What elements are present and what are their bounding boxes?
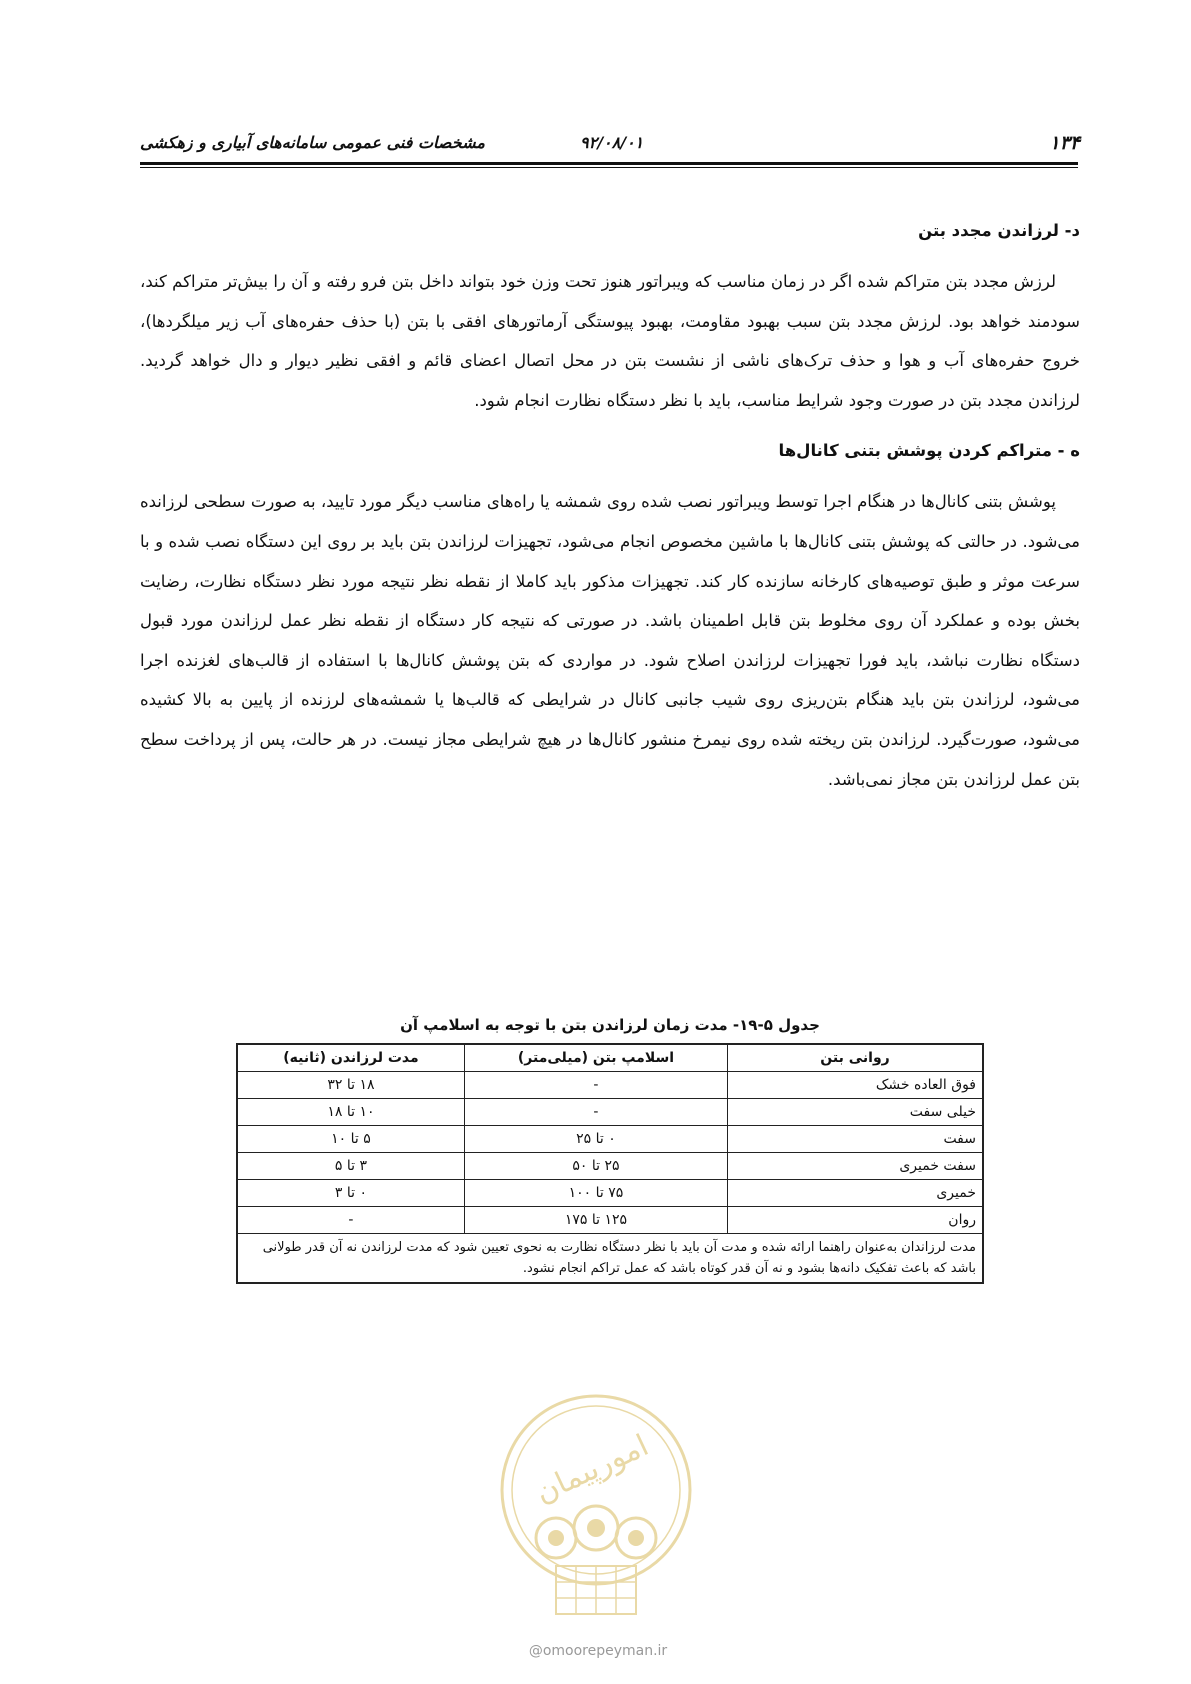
cell-duration: ۳ تا ۵ <box>237 1153 464 1180</box>
section-h-title: ه - متراکم کردن پوشش بتنی کانال‌ها <box>778 441 1080 461</box>
cell-duration: ۵ تا ۱۰ <box>237 1126 464 1153</box>
table-row <box>237 1180 983 1207</box>
table-row <box>237 1099 983 1126</box>
header-cell-consistency: روانی بتن <box>728 1044 984 1072</box>
section-d-title: د- لرزاندن مجدد بتن <box>918 221 1080 240</box>
cell-duration: - <box>237 1207 464 1234</box>
watermark-site: @omoorepeyman.ir <box>528 1643 668 1659</box>
cell-consistency: خمیری <box>728 1180 984 1207</box>
table-row <box>237 1207 983 1234</box>
header-rule-thin <box>140 167 1078 168</box>
cell-slump: ۰ تا ۲۵ <box>464 1126 727 1153</box>
table-row <box>237 1072 983 1099</box>
cell-consistency: سفت خمیری <box>728 1153 984 1180</box>
cell-slump: - <box>464 1072 727 1099</box>
header-title: مشخصات فنی عمومی سامانه‌های آبیاری و زهکشی <box>140 133 485 152</box>
page-number: ۱۳۴ <box>1049 132 1080 154</box>
header-date: ۹۲/۰۸/۰۱ <box>580 133 644 152</box>
table-header-row <box>237 1044 983 1072</box>
table-note-row <box>237 1234 983 1284</box>
cell-duration: ۰ تا ۳ <box>237 1180 464 1207</box>
cell-slump: ۱۲۵ تا ۱۷۵ <box>464 1207 727 1234</box>
cell-consistency: خیلی سفت <box>728 1099 984 1126</box>
cell-duration: ۱۰ تا ۱۸ <box>237 1099 464 1126</box>
vibration-time-table <box>236 1043 984 1284</box>
table-note: مدت لرزاندان به‌عنوان راهنما ارائه شده و مدت آن باید با نظر دستگاه نظارت به نحوی تعیین شود که مدت لرزاندن نه آن قدر طولانی باشد که باعث تفکیک دانه‌ها بشود و نه آن قدر کوتاه باشد که عمل تراکم انجام نشود. <box>237 1234 983 1284</box>
cell-slump: ۲۵ تا ۵۰ <box>464 1153 727 1180</box>
cell-consistency: فوق العاده خشک <box>728 1072 984 1099</box>
page-header <box>140 126 1080 166</box>
header-rule-thick <box>140 162 1078 165</box>
cell-consistency: سفت <box>728 1126 984 1153</box>
cell-slump: ۷۵ تا ۱۰۰ <box>464 1180 727 1207</box>
cell-slump: - <box>464 1099 727 1126</box>
table-row <box>237 1153 983 1180</box>
cell-duration: ۱۸ تا ۳۲ <box>237 1072 464 1099</box>
main-content <box>140 216 1080 799</box>
section-h-paragraph: پوشش بتنی کانال‌ها در هنگام اجرا توسط ویبراتور نصب شده روی شمشه یا راه‌های مناسب دیگر مورد تایید، به صورت سطحی لرزانده می‌شود. در حالتی که پوشش بتنی کانال‌ها با ماشین مخصوص انجام می‌شود، تجهیزات لرزاندن بتن باید بر روی این دستگاه نصب شده و با سرعت موثر و طبق توصیه‌های کارخانه سازنده کار کند. تجهیزات مذکور باید کاملا از نقطه نظر نتیجه مورد نظر دستگاه نظارت، رضایت بخش بوده و عملکرد آن روی مخلوط بتن قابل اطمینان باشد. در صورتی که نتیجه کار دستگاه از نقطه نظر عمل لرزاندن مورد قبول دستگاه نظارت نباشد، باید فورا تجهیزات لرزاندن اصلاح شود. در مواردی که بتن پوشش کانال‌ها با استفاده از قالب‌های لغزنده اجرا می‌شود، لرزاندن بتن باید هنگام بتن‌ریزی روی شیب جانبی کانال در شرایطی که قالب‌ها یا شمشه‌های لرزنده از پایین به بالا کشیده می‌شود، صورت‌گیرد. لرزاندن بتن ریخته شده روی نیمرخ منشور کانال‌ها در هیچ شرایطی مجاز نیست. در هر حالت، پس از پرداخت سطح بتن عمل لرزاندن بتن مجاز نمی‌باشد. <box>140 492 1080 789</box>
table-row <box>237 1126 983 1153</box>
header-cell-duration: مدت لرزاندن (ثانیه) <box>237 1044 464 1072</box>
watermark-seal-icon <box>494 1388 699 1628</box>
cell-consistency: روان <box>728 1207 984 1234</box>
section-d-paragraph: لرزش مجدد بتن متراکم شده اگر در زمان مناسب که ویبراتور هنوز تحت وزن خود بتواند داخل بتن فرو رفته و آن را بیش‌تر متراکم کند، سودمند خواهد بود. لرزش مجدد بتن سبب بهبود مقاومت، بهبود پیوستگی آرماتورهای افقی با بتن (با حذف حفره‌های آب زیر میلگردها)، خروج حفره‌های آب و هوا و حذف ترک‌های ناشی از نشست بتن در محل اتصال اعضای قائم و افقی نظیر دیوار و دال خواهد گردید. لرزاندن مجدد بتن در صورت وجود شرایط مناسب، باید با نظر دستگاه نظارت انجام شود. <box>140 272 1080 410</box>
seal-text: امورپیمان <box>530 1428 654 1511</box>
header-cell-slump: اسلامپ بتن (میلی‌متر) <box>464 1044 727 1072</box>
table-caption: جدول ۵-۱۹- مدت زمان لرزاندن بتن با توجه به اسلامپ آن <box>400 1016 820 1034</box>
